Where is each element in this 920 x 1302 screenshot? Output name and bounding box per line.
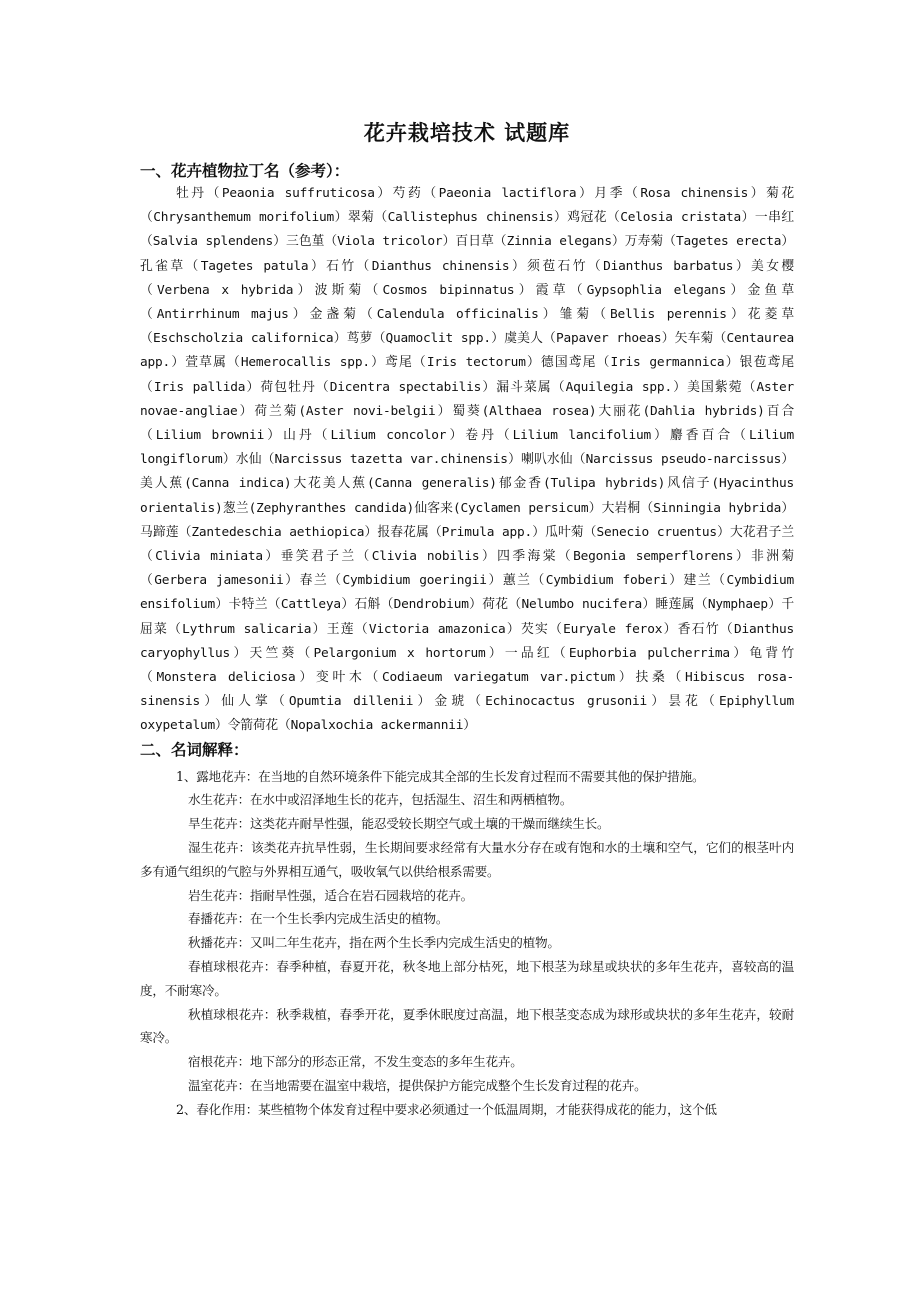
definition-item: 春播花卉：在一个生长季内完成生活史的植物。 xyxy=(188,911,449,927)
definition-item: 宿根花卉：地下部分的形态正常，不发生变态的多年生花卉。 xyxy=(188,1054,523,1070)
definition-item: 旱生花卉：这类花卉耐旱性强，能忍受较长期空气或土壤的干燥而继续生长。 xyxy=(188,816,610,832)
definition-item: 2、春化作用：某些植物个体发育过程中要求必须通过一个低温周期，才能获得成花的能力，这个低 xyxy=(176,1101,717,1117)
section-heading-latin-names: 一、花卉植物拉丁名（参考）： xyxy=(140,162,350,180)
latin-names-paragraph: 牡丹（Peaonia suffruticosa）芍药（Paeonia lactiflora）月季（Rosa chinensis）菊花（Chrysanthemum morifolium）翠菊（Callistephus chinensis）鸡冠花（Celosia cristata）一串红（Salvia splendens）三色堇（Viola tricolor）百日草（Zinnia elegans）万寿菊（Tagetes erecta）孔雀草（Tagetes patula）石竹（Dianthus chinensis）须苞石竹（Dianthus barbatus）美女樱（Verbena x hybrida）波斯菊（Cosmos bipinnatus）霞草（Gypsophlia elegans）金鱼草（Antirrhinum majus）金盏菊（Calendula officinalis）雏菊（Bellis perennis）花菱草（Eschscholzia californica）茑萝（Quamoclit spp.）虞美人（Papaver rhoeas）矢车菊（Centaurea app.）萱草属（Hemerocallis spp.）鸢尾（Iris tectorum）德国鸢尾（Iris germannica）银苞鸢尾（Iris pallida）荷包牡丹（Dicentra spectabilis）漏斗菜属（Aquilegia spp.）美国紫菀（Aster novae-angliae）荷兰菊(Aster novi-belgii）蜀葵(Althaea rosea)大丽花(Dahlia hybrids)百合（Lilium brownii）山丹（Lilium concolor）卷丹（Lilium lancifolium）麝香百合（Lilium longiflorum）水仙（Narcissus tazetta var.chinensis）喇叭水仙（Narcissus pseudo-narcissus）美人蕉(Canna indica)大花美人蕉(Canna generalis)郁金香(Tulipa hybrids)风信子(Hyacinthus orientalis)葱兰(Zephyranthes candida)仙客来(Cyclamen persicum）大岩桐（Sinningia hybrida）马蹄莲（Zantedeschia aethiopica）报春花属（Primula app.）瓜叶菊（Senecio cruentus）大花君子兰（Clivia miniata）垂笑君子兰（Clivia nobilis）四季海棠（Begonia semperflorens）非洲菊（Gerbera jamesonii）春兰（Cymbidium goeringii）蕙兰（Cymbidium foberi）建兰（Cymbidium ensifolium）卡特兰（Cattleya）石斛（Dendrobium）荷花（Nelumbo nucifera）睡莲属（Nymphaep）千屈菜（Lythrum salicaria）王莲（Victoria amazonica）芡实（Euryale ferox）香石竹（Dianthus caryophyllus）天竺葵（Pelargonium x hortorum）一品红（Euphorbia pulcherrima）龟背竹（Monstera deliciosa）变叶木（Codiaeum variegatum var.pictum）扶桑（Hibiscus rosa-sinensis）仙人掌（Opumtia dillenii）金琥（Echinocactus grusonii）昙花（Epiphyllum oxypetalum）令箭荷花（Nopalxochia ackermannii） xyxy=(140,186,794,734)
definition-item: 秋播花卉：又叫二年生花卉，指在两个生长季内完成生活史的植物。 xyxy=(188,935,560,951)
section-heading-definitions: 二、名词解释： xyxy=(140,740,249,759)
definition-item: 水生花卉：在水中或沼泽地生长的花卉，包括湿生、沼生和两栖植物。 xyxy=(188,792,573,808)
definition-item: 1、露地花卉：在当地的自然环境条件下能完成其全部的生长发育过程而不需要其他的保护措施。 xyxy=(176,768,705,784)
document-page xyxy=(140,118,794,1122)
definition-item: 湿生花卉：该类花卉抗旱性弱，生长期间要求经常有大量水分存在或有饱和水的土壤和空气，它们的根茎叶内多有通气组织的气腔与外界相互通气，吸收氧气以供给根系需要。 xyxy=(140,840,794,879)
definition-item: 春植球根花卉：春季种植，春夏开花，秋冬地上部分枯死，地下根茎为球星或块状的多年生花卉，喜较高的温度，不耐寒冷。 xyxy=(140,959,794,998)
definitions-list xyxy=(140,765,794,1122)
definition-item: 温室花卉：在当地需要在温室中栽培，提供保护方能完成整个生长发育过程的花卉。 xyxy=(188,1078,647,1094)
definition-item: 岩生花卉：指耐旱性强，适合在岩石园栽培的花卉。 xyxy=(188,887,474,903)
definition-item: 秋植球根花卉：秋季栽植，春季开花，夏季休眠度过高温，地下根茎变态成为球形或块状的多年生花卉，较耐寒冷。 xyxy=(140,1006,794,1046)
page-title: 花卉栽培技术 试题库 xyxy=(363,121,571,145)
